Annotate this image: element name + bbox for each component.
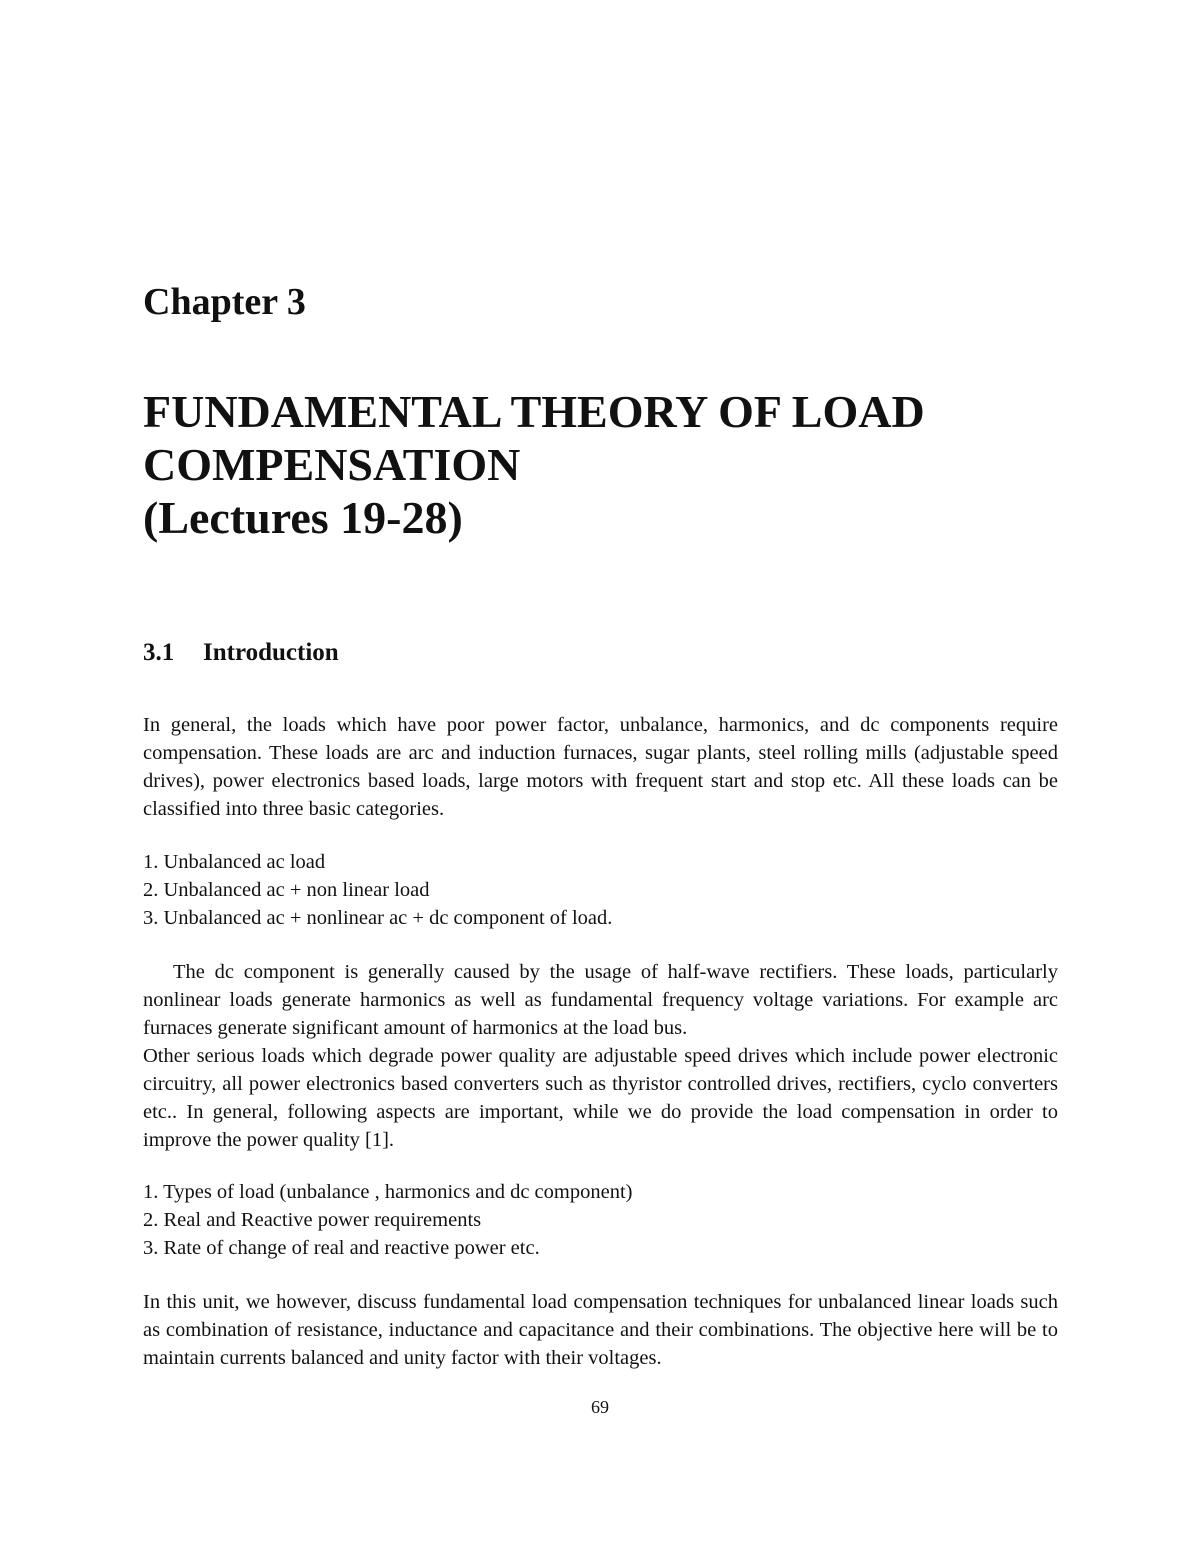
- section-number: 3.1: [143, 639, 175, 666]
- chapter-title: [143, 385, 1103, 544]
- important-aspects-list: [143, 1178, 1058, 1262]
- chapter-label: Chapter 3: [143, 281, 306, 323]
- chapter-title-line: (Lectures 19-28): [143, 492, 463, 543]
- list-item: 1. Unbalanced ac load: [143, 851, 326, 873]
- list-item: 3. Unbalanced ac + nonlinear ac + dc component of load.: [143, 907, 613, 929]
- list-item: 1. Types of load (unbalance , harmonics and dc component): [143, 1181, 633, 1203]
- list-item: 2. Unbalanced ac + non linear load: [143, 879, 430, 901]
- chapter-title-line: COMPENSATION: [143, 439, 521, 490]
- load-categories-list: [143, 848, 1058, 932]
- section-title: Introduction: [203, 639, 339, 666]
- other-loads-paragraph: Other serious loads which degrade power quality are adjustable speed drives which include power electronic circuitry, all power electronics based converters such as thyristor controlled drives, rectifiers, cyclo converters etc.. In general, following aspects are important, while we do provide the load compensation in order to improve the power quality [1].: [143, 1045, 1058, 1151]
- section-heading: [143, 636, 339, 670]
- this-unit-paragraph: In this unit, we however, discuss fundamental load compensation techniques for unbalanced linear loads such as combination of resistance, inductance and capacitance and their combinations. The objective here will be to maintain currents balanced and unity factor with their voltages.: [143, 1291, 1058, 1369]
- dc-component-paragraph: The dc component is generally caused by the usage of half-wave rectifiers. These loads, particularly nonlinear loads generate harmonics as well as fundamental frequency voltage variations. For example arc furnaces generate significant amount of harmonics at the load bus.: [143, 961, 1058, 1039]
- page-number: 69: [591, 1397, 609, 1417]
- list-item: 2. Real and Reactive power requirements: [143, 1209, 482, 1231]
- intro-paragraph: In general, the loads which have poor power factor, unbalance, harmonics, and dc components require compensation. These loads are arc and induction furnaces, sugar plants, steel rolling mills (adjustable speed drives), power electronics based loads, large motors with frequent start and stop etc. All these loads can be classified into three basic categories.: [143, 714, 1058, 820]
- chapter-title-line: FUNDAMENTAL THEORY OF LOAD: [143, 386, 925, 437]
- list-item: 3. Rate of change of real and reactive power etc.: [143, 1237, 540, 1259]
